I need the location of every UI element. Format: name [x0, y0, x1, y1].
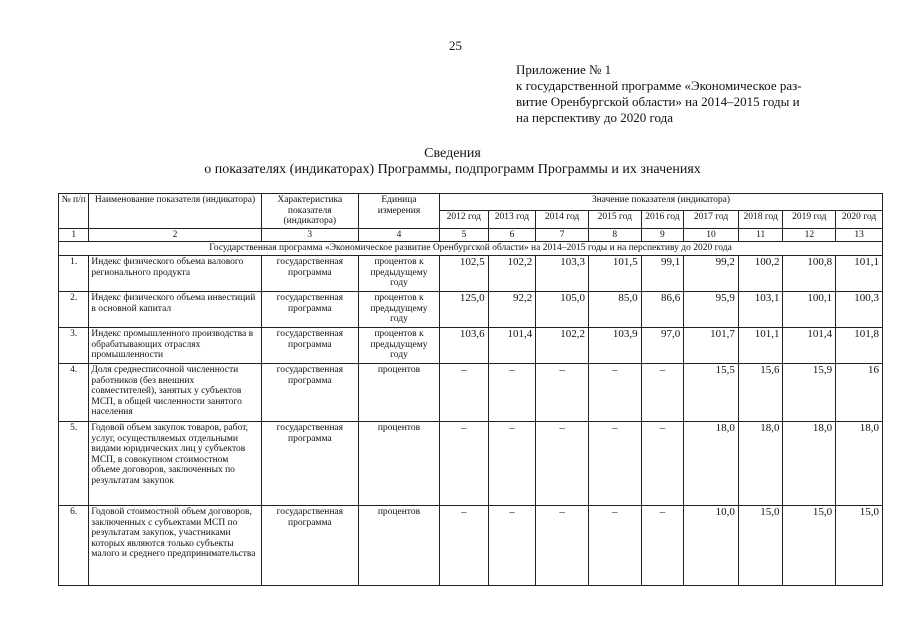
indicator-value: –: [440, 421, 489, 505]
row-number: 5.: [59, 421, 89, 505]
indicator-name: Доля среднесписочной численности работников (без внешних совместителей), занятых у субъектов МСП, в общей численности занятого населения: [89, 363, 261, 421]
column-number: 4: [358, 228, 439, 242]
column-number: 6: [488, 228, 536, 242]
indicator-value: –: [641, 363, 684, 421]
indicator-value: 92,2: [488, 291, 536, 327]
indicator-value: 97,0: [641, 327, 684, 363]
indicator-value: 101,4: [783, 327, 836, 363]
indicator-characteristic: государственная программа: [261, 291, 358, 327]
indicator-value: 95,9: [684, 291, 739, 327]
indicator-value: 18,0: [836, 421, 883, 505]
indicator-value: 15,0: [738, 505, 783, 585]
column-numbers-row: [59, 228, 883, 242]
indicator-name: Индекс промышленного производства в обрабатывающих отраслях промышленности: [89, 327, 261, 363]
indicator-value: 99,1: [641, 255, 684, 291]
indicator-value: 100,8: [783, 255, 836, 291]
indicator-value: 101,1: [836, 255, 883, 291]
indicator-value: 16: [836, 363, 883, 421]
indicator-value: 101,4: [488, 327, 536, 363]
header-year: 2013 год: [488, 211, 536, 228]
indicator-value: –: [440, 505, 489, 585]
document-title: Сведения: [424, 146, 481, 161]
indicator-value: 103,9: [588, 327, 641, 363]
row-number: 2.: [59, 291, 89, 327]
row-number: 4.: [59, 363, 89, 421]
appendix-line: к государственной программе «Экономическое раз-: [516, 78, 802, 93]
indicator-value: –: [588, 363, 641, 421]
indicator-value: 18,0: [783, 421, 836, 505]
indicator-characteristic: государственная программа: [261, 363, 358, 421]
indicator-unit: процентов к предыдущему году: [358, 255, 439, 291]
column-number: 2: [89, 228, 261, 242]
header-year: 2018 год: [738, 211, 783, 228]
appendix-line: на перспективу до 2020 года: [516, 110, 674, 125]
indicator-unit: процентов к предыдущему году: [358, 327, 439, 363]
column-number: 3: [261, 228, 358, 242]
header-name: Наименование показателя (индикатора): [89, 194, 261, 229]
indicator-value: 103,6: [440, 327, 489, 363]
indicator-value: 10,0: [684, 505, 739, 585]
indicator-value: 15,6: [738, 363, 783, 421]
header-year: 2015 год: [588, 211, 641, 228]
program-row: [59, 242, 883, 256]
indicators-table: [58, 193, 883, 586]
indicator-value: 103,1: [738, 291, 783, 327]
indicator-value: 99,2: [684, 255, 739, 291]
indicator-value: 103,3: [536, 255, 589, 291]
column-number: 13: [836, 228, 883, 242]
table-row: [59, 505, 883, 585]
indicator-value: 101,5: [588, 255, 641, 291]
indicator-value: 105,0: [536, 291, 589, 327]
indicator-name: Годовой объем закупок товаров, работ, услуг, осуществляемых отдельными видами юридических лиц у субъектов МСП, в совокупном стоимостном объеме договоров, заключенных по результатам закупок: [89, 421, 261, 505]
indicator-value: 101,8: [836, 327, 883, 363]
indicator-value: 101,1: [738, 327, 783, 363]
indicator-value: 102,2: [488, 255, 536, 291]
header-values-group: Значение показателя (индикатора): [440, 194, 883, 211]
indicator-value: 15,9: [783, 363, 836, 421]
indicator-value: 125,0: [440, 291, 489, 327]
indicator-value: –: [588, 505, 641, 585]
row-number: 1.: [59, 255, 89, 291]
indicator-value: –: [440, 363, 489, 421]
indicator-value: –: [488, 363, 536, 421]
appendix-note: [516, 62, 876, 126]
appendix-line: Приложение № 1: [516, 62, 612, 77]
indicator-value: –: [641, 421, 684, 505]
indicator-value: 100,2: [738, 255, 783, 291]
column-number: 1: [59, 228, 89, 242]
header-num: № п/п: [59, 194, 89, 229]
indicator-value: 15,5: [684, 363, 739, 421]
indicator-value: 85,0: [588, 291, 641, 327]
indicator-value: –: [488, 505, 536, 585]
indicator-value: 15,0: [783, 505, 836, 585]
indicator-value: –: [588, 421, 641, 505]
column-number: 7: [536, 228, 589, 242]
indicator-value: 15,0: [836, 505, 883, 585]
header-year: 2017 год: [684, 211, 739, 228]
table-row: [59, 421, 883, 505]
table-row: [59, 327, 883, 363]
page-number: 25: [449, 38, 462, 53]
column-number: 5: [440, 228, 489, 242]
header-row: [59, 194, 883, 211]
indicator-value: 86,6: [641, 291, 684, 327]
indicator-unit: процентов: [358, 505, 439, 585]
indicator-value: –: [641, 505, 684, 585]
indicator-characteristic: государственная программа: [261, 421, 358, 505]
indicator-name: Индекс физического объема инвестиций в основной капитал: [89, 291, 261, 327]
indicator-unit: процентов: [358, 421, 439, 505]
indicator-value: –: [488, 421, 536, 505]
header-year: 2020 год: [836, 211, 883, 228]
column-number: 8: [588, 228, 641, 242]
indicator-characteristic: государственная программа: [261, 505, 358, 585]
column-number: 9: [641, 228, 684, 242]
column-number: 12: [783, 228, 836, 242]
row-number: 3.: [59, 327, 89, 363]
indicator-unit: процентов: [358, 363, 439, 421]
indicator-value: –: [536, 505, 589, 585]
header-year: 2012 год: [440, 211, 489, 228]
table-row: [59, 363, 883, 421]
indicator-characteristic: государственная программа: [261, 327, 358, 363]
header-unit: Единица измерения: [358, 194, 439, 229]
indicator-value: 102,2: [536, 327, 589, 363]
indicator-value: 101,7: [684, 327, 739, 363]
header-year: 2019 год: [783, 211, 836, 228]
indicator-name: Индекс физического объема валового регионального продукта: [89, 255, 261, 291]
header-year: 2016 год: [641, 211, 684, 228]
program-title: Государственная программа «Экономическое развитие Оренбургской области» на 2014–2015 годы и на перспективу до 2020 года: [59, 242, 883, 256]
column-number: 11: [738, 228, 783, 242]
appendix-line: витие Оренбургской области» на 2014–2015 годы и: [516, 94, 800, 109]
indicator-value: –: [536, 363, 589, 421]
indicator-value: 102,5: [440, 255, 489, 291]
document-subtitle: о показателях (индикаторах) Программы, подпрограмм Программы и их значениях: [204, 162, 701, 177]
header-year: 2014 год: [536, 211, 589, 228]
table-row: [59, 291, 883, 327]
indicator-value: 100,1: [783, 291, 836, 327]
indicator-value: –: [536, 421, 589, 505]
column-number: 10: [684, 228, 739, 242]
indicator-characteristic: государственная программа: [261, 255, 358, 291]
indicator-value: 18,0: [684, 421, 739, 505]
indicator-value: 18,0: [738, 421, 783, 505]
header-characteristic: Характеристика показателя (индикатора): [261, 194, 358, 229]
indicator-value: 100,3: [836, 291, 883, 327]
indicator-name: Годовой стоимостной объем договоров, заключенных с субъектами МСП по результатам закупок, участниками которых являются только субъекты малого и среднего предпринимательства: [89, 505, 261, 585]
row-number: 6.: [59, 505, 89, 585]
indicator-unit: процентов к предыдущему году: [358, 291, 439, 327]
table-row: [59, 255, 883, 291]
